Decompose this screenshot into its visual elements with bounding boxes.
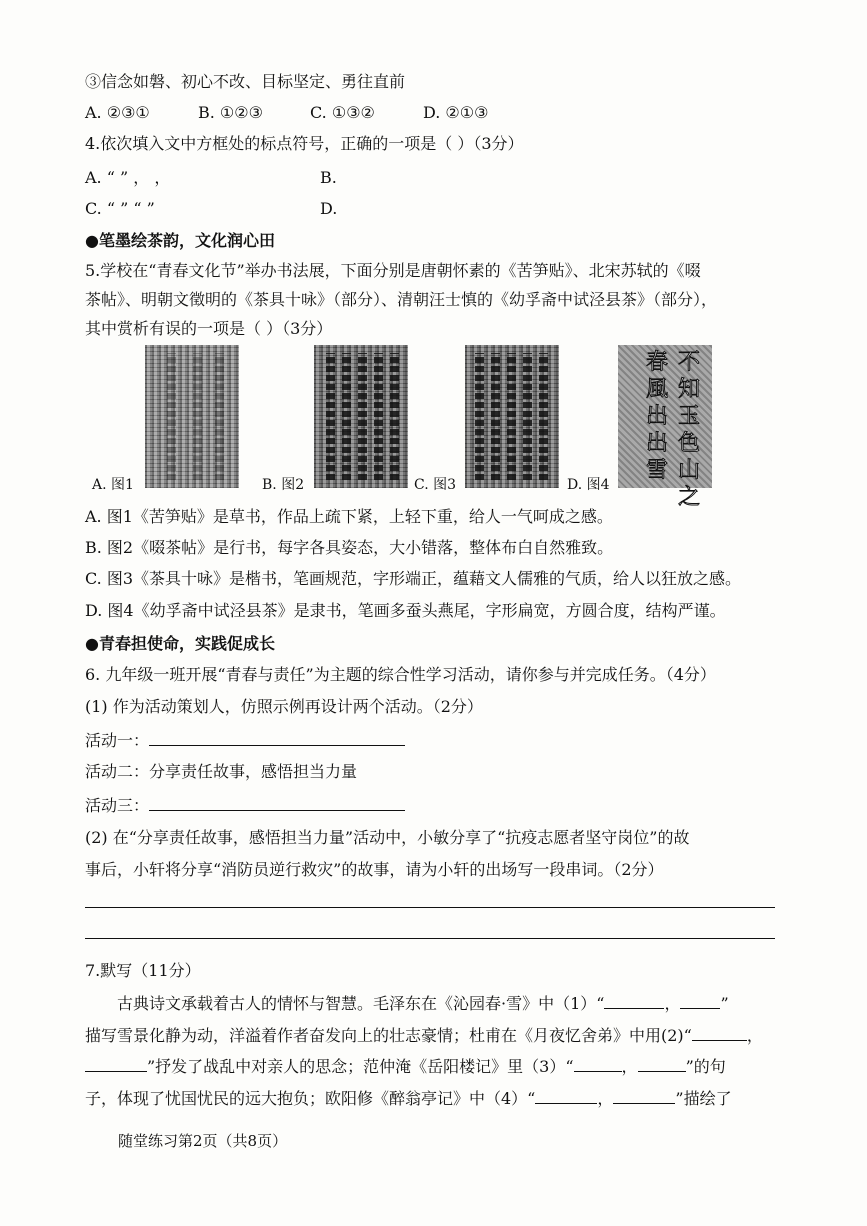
blank-3b[interactable]: [638, 1055, 686, 1072]
q7-text: ”的句: [685, 1057, 726, 1076]
q3-option-c: C. ①③②: [310, 103, 375, 122]
q7-text: ，: [746, 1026, 763, 1045]
q6-part-2-line-1: (2) 在“分享责任故事，感悟担当力量”活动中，小敏分享了“抗疫志愿者坚守岗位”的故: [85, 828, 690, 847]
q5-stem-line-1: 5.学校在“青春文化节”举办书法展，下面分别是唐朝怀素的《苦笋贴》、北宋苏轼的《啜: [85, 261, 701, 280]
section-heading-ink-tea: ●笔墨绘茶韵，文化润心田: [85, 231, 275, 250]
figure-label-4: D. 图4: [567, 477, 610, 493]
activity-3-blank[interactable]: [149, 794, 405, 811]
fig4-column-2: 春風出出雪: [645, 350, 668, 483]
q6-activity-1: [85, 729, 405, 752]
figure-label-1: A. 图1: [92, 477, 134, 493]
figure-label-2: B. 图2: [262, 477, 305, 493]
q5-option-a: A. 图1《苦笋贴》是草书，作品上疏下紧，上轻下重，给人一气呵成之感。: [85, 507, 613, 526]
q7-line-2: [85, 1024, 763, 1047]
q7-text: ”抒发了战乱中对亲人的思念；范仲淹《岳阳楼记》里（3）“: [147, 1057, 574, 1076]
calligraphy-figure-3: [465, 345, 559, 488]
q7-text: 描写雪景化静为动，洋溢着作者奋发向上的壮志豪情；杜甫在《月夜忆舍弟》中用(2)“: [85, 1026, 692, 1045]
q3-item-3: ③信念如磐、初心不改、目标坚定、勇往直前: [85, 72, 406, 91]
calligraphy-figure-1: [145, 345, 239, 488]
q3-option-d: D. ②①③: [423, 103, 489, 122]
q6-part-2-line-2: 事后，小轩将分享“消防员逆行救灾”的故事，请为小轩的出场写一段串词。（2分）: [85, 860, 664, 879]
q7-line-4: [85, 1087, 732, 1110]
q4-option-b: B.: [320, 168, 337, 187]
q5-option-c: C. 图3《茶具十咏》是楷书，笔画规范，字形端正，蕴藉文人儒雅的气质，给人以狂放之感。: [85, 569, 742, 588]
q5-option-d: D. 图4《幼孚斋中试泾县茶》是隶书，笔画多蚕头燕尾，字形扁宽，方圆合度，结构严谨。: [85, 601, 726, 620]
activity-1-label: 活动一：: [85, 731, 150, 750]
q3-option-a: A. ②③①: [85, 103, 150, 122]
q7-text: 子，体现了忧国忧民的远大抱负；欧阳修《醉翁亭记》中（4）“: [85, 1089, 536, 1108]
fig4-column-1: 不知玉色山之: [677, 350, 700, 510]
section-heading-youth: ●青春担使命，实践促成长: [85, 634, 275, 653]
figure-label-3: C. 图3: [414, 477, 457, 493]
q3-option-b: B. ①②③: [198, 103, 263, 122]
q6-stem: 6. 九年级一班开展“青春与责任”为主题的综合性学习活动，请你参与并完成任务。（4分）: [85, 665, 716, 684]
q6-part-1: (1) 作为活动策划人，仿照示例再设计两个活动。（2分）: [85, 697, 483, 716]
q4-option-d: D.: [320, 199, 338, 218]
blank-2b[interactable]: [85, 1055, 147, 1072]
q5-stem-line-3: 其中赏析有误的一项是（ ）（3分）: [85, 319, 333, 338]
blank-4b[interactable]: [613, 1087, 675, 1104]
q7-line-1: [117, 992, 729, 1015]
q4-option-c: C. “ ” “ ”: [85, 199, 155, 218]
q5-stem-line-2: 茶帖》、明朝文徵明的《茶具十咏》（部分）、清朝汪士慎的《幼孚斋中试泾县茶》（部分），: [85, 290, 718, 309]
blank-4a[interactable]: [535, 1087, 597, 1104]
blank-1a[interactable]: [604, 992, 664, 1009]
q7-text: ”: [720, 994, 729, 1013]
q7-text: ，: [664, 994, 681, 1013]
q4-stem: 4.依次填入文中方框处的标点符号，正确的一项是（ ）（3分）: [85, 134, 524, 153]
q7-line-3: [85, 1055, 726, 1078]
activity-1-blank[interactable]: [149, 729, 405, 746]
page-footer: 随堂练习第2页（共8页）: [118, 1132, 288, 1150]
q7-title: 7.默写（11分）: [85, 961, 201, 980]
q7-text: ”描绘了: [675, 1089, 732, 1108]
q5-option-b: B. 图2《啜茶帖》是行书，每字各具姿态，大小错落，整体布白自然雅致。: [85, 538, 614, 557]
q4-option-a: A. “ ” ， ，: [85, 168, 171, 187]
blank-2a[interactable]: [692, 1024, 747, 1041]
q7-text: ，: [597, 1089, 614, 1108]
answer-line-1[interactable]: [85, 907, 775, 908]
blank-1b[interactable]: [680, 992, 720, 1009]
answer-line-2[interactable]: [85, 938, 775, 939]
q7-text: 古典诗文承载着古人的情怀与智慧。毛泽东在《沁园春·雪》中（1）“: [117, 994, 605, 1013]
activity-3-label: 活动三：: [85, 796, 150, 815]
blank-3a[interactable]: [574, 1055, 622, 1072]
q7-text: ，: [621, 1057, 638, 1076]
calligraphy-figure-2: [314, 345, 408, 488]
q6-activity-2: 活动二：分享责任故事，感悟担当力量: [85, 762, 358, 781]
calligraphy-figure-4: [618, 345, 712, 510]
q6-activity-3: [85, 794, 405, 817]
